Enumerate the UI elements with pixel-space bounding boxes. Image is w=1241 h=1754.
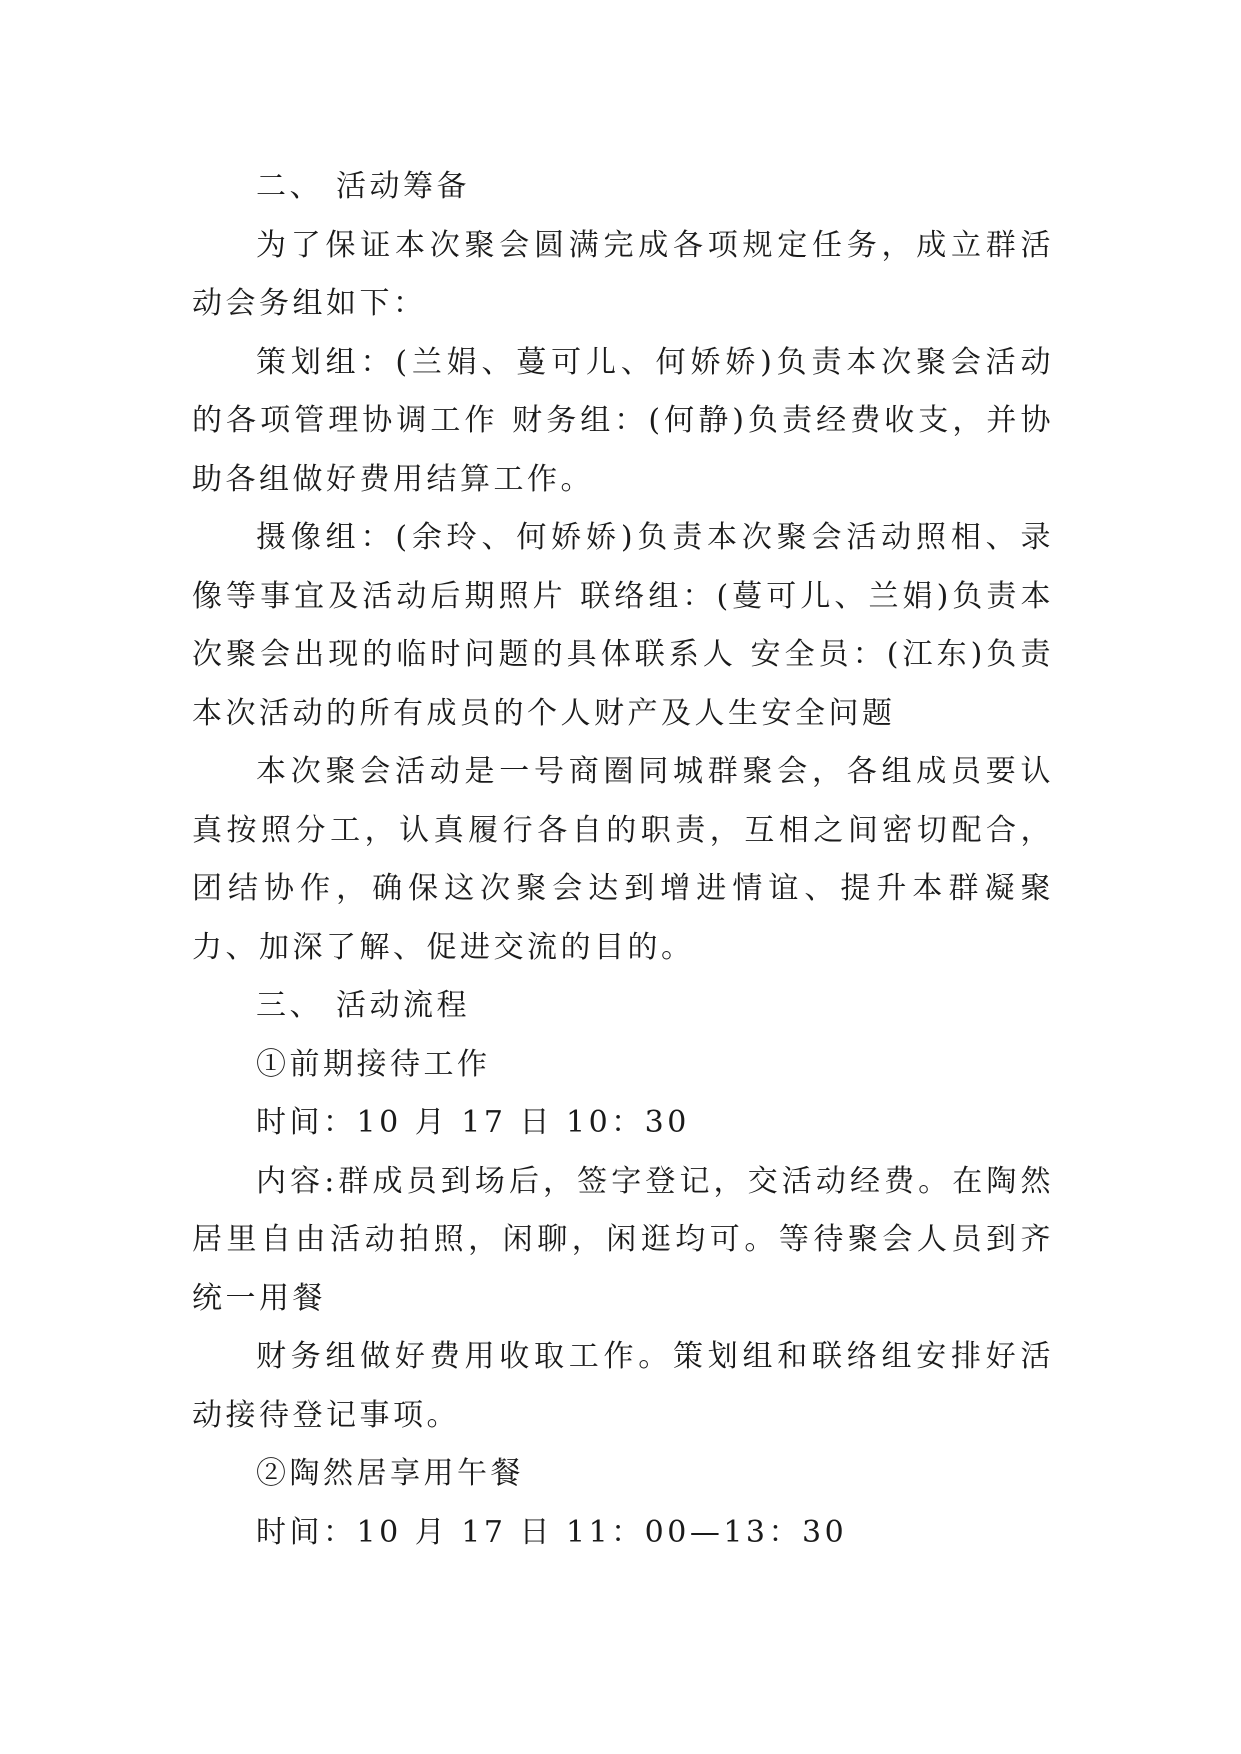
- subheading-reception: ①前期接待工作: [256, 1046, 491, 1082]
- paragraph-camera-liaison-safety: 摄像组：(余玲、何娇娇)负责本次聚会活动照相、录像等事宜及活动后期照片 联络组：(蔓可儿、兰娟)负责本次聚会出现的临时问题的具体联系人 安全员：(江东)负责本次活动的所有成员的个人财产及人生安全问题: [192, 520, 1054, 731]
- section-heading-preparation: 二、 活动筹备: [256, 169, 471, 204]
- reception-content: 内容:群成员到场后，签字登记，交活动经费。在陶然居里自由活动拍照，闲聊，闲逛均可。等待聚会人员到齐统一用餐: [192, 1163, 1054, 1316]
- lunch-time: 时间：10 月 17 日 11：00—13：30: [256, 1514, 848, 1550]
- paragraph-event-purpose: 本次聚会活动是一号商圈同城群聚会，各组成员要认真按照分工，认真履行各自的职责，互相之间密切配合，团结协作，确保这次聚会达到增进情谊、提升本群凝聚力、加深了解、促进交流的目的。: [192, 754, 1054, 965]
- document-body: [192, 158, 1054, 1562]
- paragraph-committee-intro: 为了保证本次聚会圆满完成各项规定任务，成立群活动会务组如下：: [192, 227, 1054, 321]
- subheading-lunch: ②陶然居享用午餐: [256, 1456, 524, 1491]
- section-heading-process: 三、 活动流程: [256, 988, 471, 1023]
- paragraph-planning-finance-groups: 策划组：(兰娟、蔓可儿、何娇娇)负责本次聚会活动的各项管理协调工作 财务组：(何静)负责经费收支，并协助各组做好费用结算工作。: [192, 344, 1054, 497]
- reception-time: 时间：10 月 17 日 10：30: [256, 1105, 690, 1140]
- reception-duties: 财务组做好费用收取工作。策划组和联络组安排好活动接待登记事项。: [192, 1339, 1054, 1433]
